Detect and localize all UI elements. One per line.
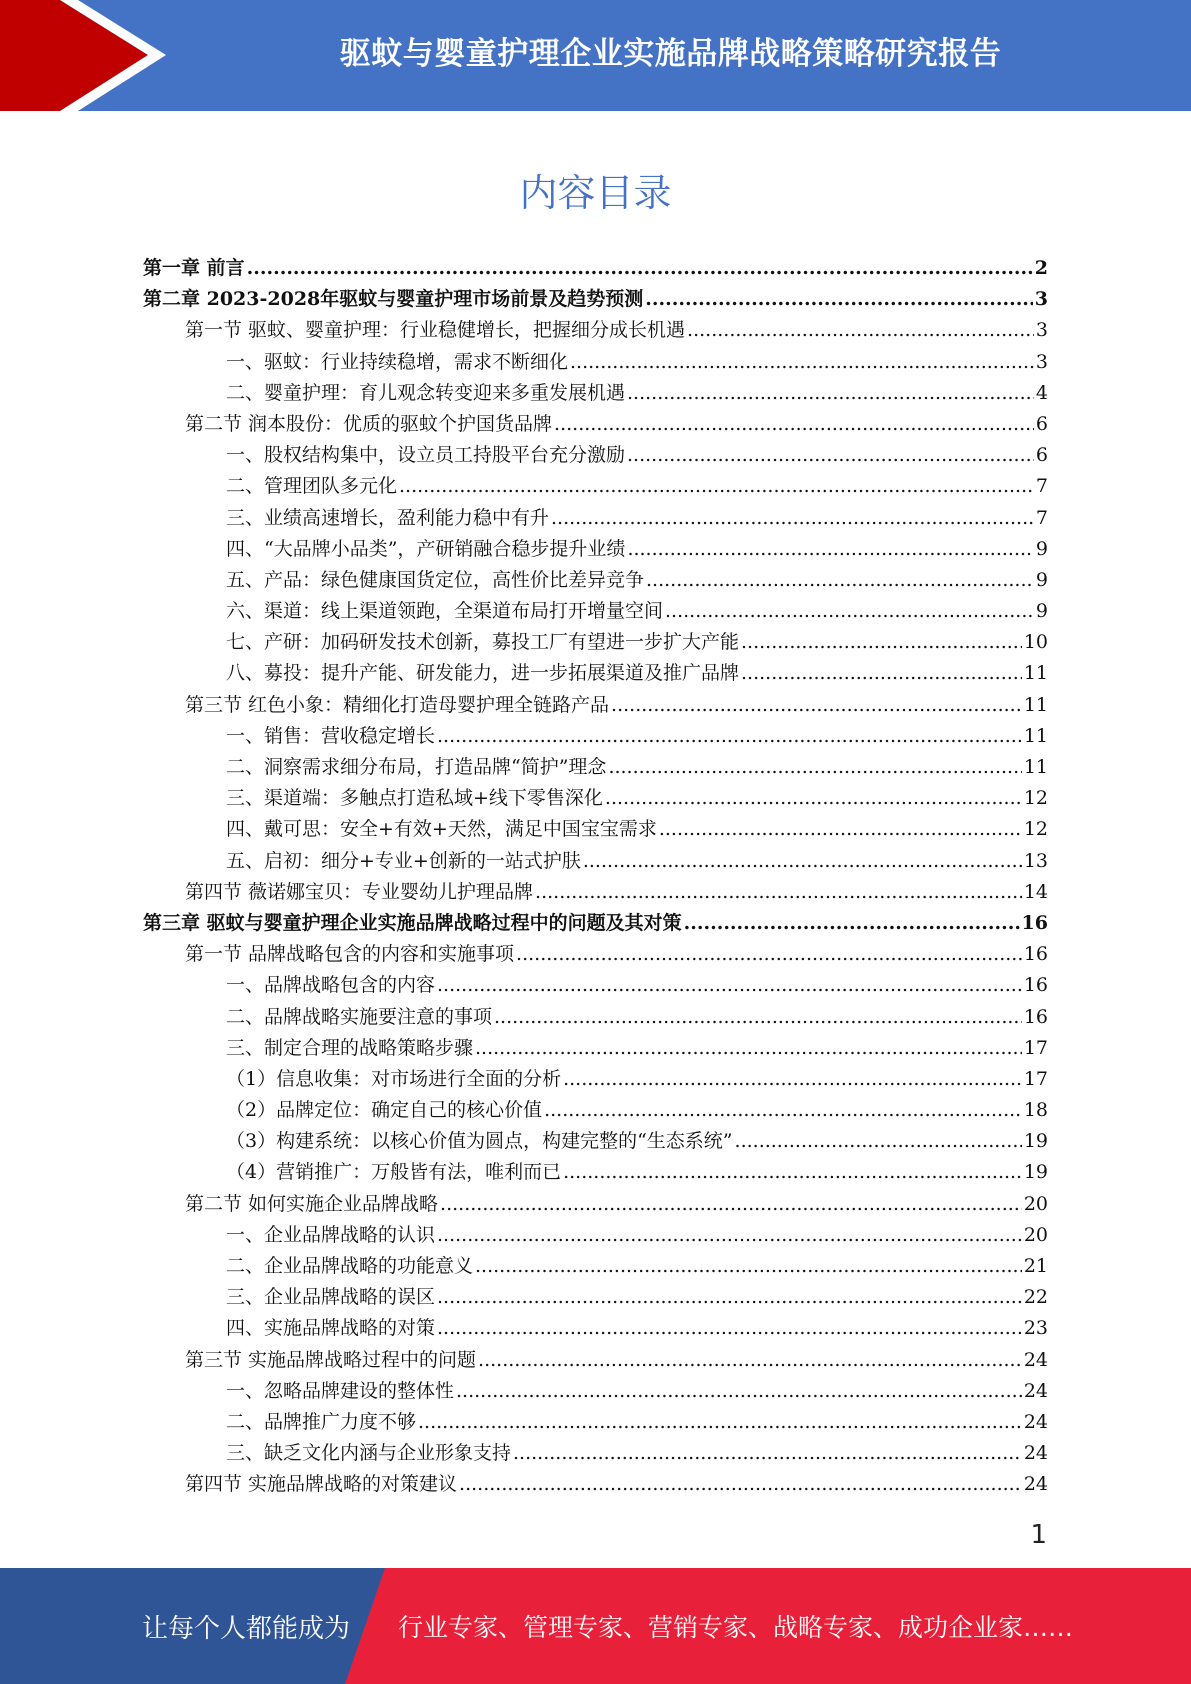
toc-entry-label: 八、募投：提升产能、研发能力，进一步拓展渠道及推广品牌: [226, 662, 740, 685]
toc-entry-page: 18: [1023, 1099, 1048, 1122]
toc-entry-label: 三、渠道端：多触点打造私域+线下零售深化: [226, 787, 603, 810]
toc-entry[interactable]: [143, 409, 1048, 440]
toc-entry-page: 20: [1023, 1192, 1048, 1215]
toc-entry-page: 17: [1023, 1067, 1048, 1090]
toc-entry[interactable]: [143, 658, 1048, 689]
toc-entry-label: 第三章 驱蚊与婴童护理企业实施品牌战略过程中的问题及其对策: [143, 911, 682, 934]
toc-entry-label: 三、业绩高速增长，盈利能力稳中有升: [226, 506, 550, 529]
toc-entry-label: 第一节 品牌战略包含的内容和实施事项: [185, 943, 515, 966]
toc-dot-leader: [440, 1193, 1022, 1215]
toc-dot-leader: [605, 787, 1022, 809]
footer-slogan-left: 让每个人都能成为: [142, 1613, 351, 1644]
toc-dot-leader: [554, 413, 1034, 435]
toc-entry-page: 24: [1023, 1379, 1048, 1402]
toc-entry-label: 一、股权结构集中，设立员工持股平台充分激励: [226, 444, 626, 467]
toc-entry[interactable]: [143, 1407, 1048, 1438]
toc-entry-label: 二、企业品牌战略的功能意义: [226, 1255, 474, 1277]
toc-entry[interactable]: [143, 1313, 1048, 1344]
toc-entry-page: 11: [1023, 756, 1048, 778]
toc-dot-leader: [247, 257, 1033, 279]
toc-dot-leader: [646, 569, 1034, 591]
toc-entry[interactable]: [143, 253, 1048, 284]
toc-dot-leader: [475, 1255, 1022, 1277]
toc-entry[interactable]: [143, 783, 1048, 814]
toc-entry[interactable]: [143, 690, 1048, 721]
toc-dot-leader: [551, 507, 1034, 529]
toc-entry[interactable]: [143, 284, 1048, 315]
report-title: 驱蚊与婴童护理企业实施品牌战略策略研究报告: [339, 35, 1002, 72]
toc-entry[interactable]: [143, 315, 1048, 346]
toc-dot-leader: [478, 1349, 1022, 1371]
toc-entry-page: 23: [1023, 1317, 1048, 1340]
toc-entry[interactable]: [143, 1438, 1048, 1469]
table-of-contents: [143, 253, 1048, 1501]
toc-dot-leader: [399, 475, 1034, 497]
toc-dot-leader: [563, 1161, 1022, 1183]
toc-entry-page: 17: [1023, 1036, 1048, 1059]
toc-entry-label: 三、企业品牌战略的误区: [226, 1286, 436, 1309]
toc-entry-page: 6: [1035, 444, 1048, 467]
toc-dot-leader: [494, 1006, 1022, 1028]
toc-entry-label: 第三节 红色小象：精细化打造母婴护理全链路产品: [185, 693, 610, 716]
toc-entry[interactable]: [143, 1157, 1048, 1188]
toc-entry-page: 14: [1023, 880, 1048, 903]
toc-dot-leader: [535, 881, 1022, 903]
toc-dot-leader: [583, 850, 1022, 872]
toc-entry[interactable]: [143, 378, 1048, 409]
toc-entry-label: 四、“大品牌小品类”，产研销融合稳步提升业绩: [226, 537, 626, 560]
toc-entry-label: 二、婴童护理：育儿观念转变迎来多重发展机遇: [226, 381, 626, 404]
toc-entry-page: 3: [1034, 288, 1048, 311]
toc-entry-label: 第一章 前言: [143, 257, 245, 279]
toc-entry-page: 16: [1023, 974, 1048, 997]
toc-entry-label: 二、洞察需求细分布局，打造品牌“简护”理念: [226, 756, 607, 778]
toc-entry-label: 第四节 薇诺娜宝贝：专业婴幼儿护理品牌: [185, 880, 534, 903]
toc-entry[interactable]: [143, 1469, 1048, 1500]
toc-dot-leader: [741, 631, 1022, 653]
toc-entry[interactable]: [143, 627, 1048, 658]
toc-dot-leader: [611, 694, 1022, 716]
toc-entry[interactable]: [143, 347, 1048, 378]
toc-entry-label: 三、制定合理的战略策略步骤: [226, 1036, 474, 1059]
toc-entry-page: 7: [1035, 506, 1048, 529]
toc-entry[interactable]: [143, 1282, 1048, 1313]
toc-entry[interactable]: [143, 1345, 1048, 1376]
toc-entry-label: 三、缺乏文化内涵与企业形象支持: [226, 1442, 512, 1465]
toc-entry-label: 二、品牌推广力度不够: [226, 1410, 417, 1433]
toc-entry-page: 12: [1023, 787, 1048, 810]
toc-heading: 内容目录: [519, 171, 672, 215]
toc-entry-page: 3: [1035, 319, 1048, 342]
toc-entry-page: 9: [1035, 537, 1048, 560]
toc-entry[interactable]: [143, 440, 1048, 471]
toc-dot-leader: [516, 943, 1022, 965]
toc-entry-label: 四、戴可思：安全+有效+天然，满足中国宝宝需求: [226, 818, 657, 841]
toc-entry-label: 六、渠道：线上渠道领跑，全渠道布局打开增量空间: [226, 600, 664, 623]
toc-entry-label: （3）构建系统：以核心价值为圆点，构建完整的“生态系统”: [226, 1130, 733, 1153]
toc-entry-page: 3: [1035, 350, 1048, 373]
toc-entry-label: 第二章 2023-2028年驱蚊与婴童护理市场前景及趋势预测: [143, 288, 644, 311]
toc-entry-label: （2）品牌定位：确定自己的核心价值: [226, 1099, 543, 1122]
toc-entry-label: 一、企业品牌战略的认识: [226, 1223, 436, 1246]
toc-entry-page: 9: [1035, 568, 1048, 591]
toc-entry-label: （4）营销推广：万般皆有法，唯利而已: [226, 1161, 562, 1184]
toc-entry[interactable]: [143, 721, 1048, 752]
toc-entry[interactable]: [143, 503, 1048, 534]
footer-band: [0, 1568, 1191, 1684]
toc-entry-page: 11: [1023, 724, 1048, 747]
toc-entry-label: 二、管理团队多元化: [226, 475, 398, 498]
toc-entry-label: 二、品牌战略实施要注意的事项: [226, 1005, 493, 1028]
toc-dot-leader: [741, 662, 1022, 684]
toc-entry[interactable]: [143, 1189, 1048, 1220]
toc-entry[interactable]: [143, 814, 1048, 845]
toc-entry-page: 22: [1023, 1286, 1048, 1309]
toc-dot-leader: [418, 1411, 1022, 1433]
toc-dot-leader: [437, 1286, 1022, 1308]
toc-entry-page: 6: [1035, 412, 1048, 435]
toc-entry[interactable]: [143, 1220, 1048, 1251]
toc-entry[interactable]: [143, 1033, 1048, 1064]
toc-dot-leader: [437, 725, 1022, 747]
toc-entry-label: 第二节 润本股份：优质的驱蚊个护国货品牌: [185, 412, 553, 435]
toc-entry-page: 24: [1023, 1410, 1048, 1433]
toc-dot-leader: [684, 912, 1020, 934]
toc-entry-page: 16: [1023, 943, 1048, 966]
toc-entry-page: 4: [1035, 381, 1048, 404]
toc-dot-leader: [456, 1380, 1022, 1402]
toc-entry-page: 24: [1023, 1348, 1048, 1371]
toc-entry-label: （1）信息收集：对市场进行全面的分析: [226, 1067, 562, 1090]
toc-entry-page: 12: [1023, 818, 1048, 841]
toc-entry-page: 19: [1023, 1161, 1048, 1184]
toc-dot-leader: [437, 974, 1022, 996]
toc-dot-leader: [563, 1068, 1022, 1090]
toc-entry[interactable]: [143, 1376, 1048, 1407]
toc-entry-label: 第二节 如何实施企业品牌战略: [185, 1192, 439, 1215]
page-number: 1: [1030, 1520, 1047, 1550]
toc-entry-page: 16: [1021, 911, 1048, 934]
toc-entry[interactable]: [143, 1126, 1048, 1157]
toc-entry[interactable]: [143, 970, 1048, 1001]
toc-dot-leader: [665, 600, 1034, 622]
toc-entry-page: 16: [1023, 1005, 1048, 1028]
toc-entry-page: 19: [1023, 1130, 1048, 1153]
toc-dot-leader: [627, 444, 1034, 466]
toc-dot-leader: [687, 319, 1034, 341]
toc-entry[interactable]: [143, 1251, 1048, 1282]
toc-entry-label: 四、实施品牌战略的对策: [226, 1317, 436, 1340]
toc-entry-label: 七、产研：加码研发技术创新，募投工厂有望进一步扩大产能: [226, 631, 740, 654]
toc-entry-page: 10: [1023, 631, 1048, 654]
toc-entry-label: 五、产品：绿色健康国货定位，高性价比差异竞争: [226, 568, 645, 591]
toc-entry-page: 24: [1023, 1442, 1048, 1465]
toc-entry-label: 一、销售：营收稳定增长: [226, 724, 436, 747]
toc-dot-leader: [459, 1473, 1022, 1495]
toc-dot-leader: [608, 756, 1021, 778]
toc-entry[interactable]: [143, 471, 1048, 502]
toc-entry-page: 9: [1035, 600, 1048, 623]
toc-dot-leader: [513, 1442, 1022, 1464]
toc-entry-label: 第四节 实施品牌战略的对策建议: [185, 1473, 458, 1496]
toc-entry-label: 第三节 实施品牌战略过程中的问题: [185, 1348, 477, 1371]
toc-entry-label: 第一节 驱蚊、婴童护理：行业稳健增长，把握细分成长机遇: [185, 319, 686, 342]
toc-entry[interactable]: [143, 846, 1048, 877]
toc-entry-page: 11: [1023, 693, 1048, 716]
toc-entry[interactable]: [143, 1095, 1048, 1126]
toc-entry-label: 五、启初：细分+专业+创新的一站式护肤: [226, 849, 581, 872]
toc-dot-leader: [645, 288, 1033, 310]
toc-entry-page: 24: [1023, 1473, 1048, 1496]
toc-entry[interactable]: [143, 1064, 1048, 1095]
toc-entry-page: 20: [1023, 1223, 1048, 1246]
toc-entry-label: 一、驱蚊：行业持续稳增，需求不断细化: [226, 350, 569, 373]
toc-entry[interactable]: [143, 752, 1048, 783]
toc-entry-page: 2: [1034, 257, 1048, 279]
toc-entry-label: 一、品牌战略包含的内容: [226, 974, 436, 997]
toc-entry-page: 21: [1023, 1255, 1048, 1277]
toc-entry[interactable]: [143, 1002, 1048, 1033]
toc-entry[interactable]: [143, 596, 1048, 627]
footer-slogan-right: 行业专家、管理专家、营销专家、战略专家、成功企业家……: [398, 1613, 1074, 1642]
toc-entry[interactable]: [143, 939, 1048, 970]
header-red-arrow: [0, 0, 148, 111]
toc-entry[interactable]: [143, 908, 1048, 939]
toc-dot-leader: [475, 1037, 1022, 1059]
toc-dot-leader: [437, 1224, 1022, 1246]
toc-entry[interactable]: [143, 565, 1048, 596]
toc-entry[interactable]: [143, 877, 1048, 908]
toc-entry-page: 11: [1023, 662, 1048, 685]
toc-dot-leader: [437, 1317, 1022, 1339]
toc-entry[interactable]: [143, 534, 1048, 565]
toc-dot-leader: [659, 818, 1022, 840]
toc-dot-leader: [544, 1099, 1022, 1121]
header-band: [0, 0, 1191, 111]
toc-entry-page: 13: [1023, 849, 1048, 872]
toc-dot-leader: [570, 351, 1034, 373]
toc-dot-leader: [735, 1130, 1022, 1152]
toc-entry-label: 一、忽略品牌建设的整体性: [226, 1379, 455, 1402]
toc-dot-leader: [627, 538, 1033, 560]
toc-dot-leader: [627, 382, 1034, 404]
toc-entry-page: 7: [1035, 475, 1048, 498]
